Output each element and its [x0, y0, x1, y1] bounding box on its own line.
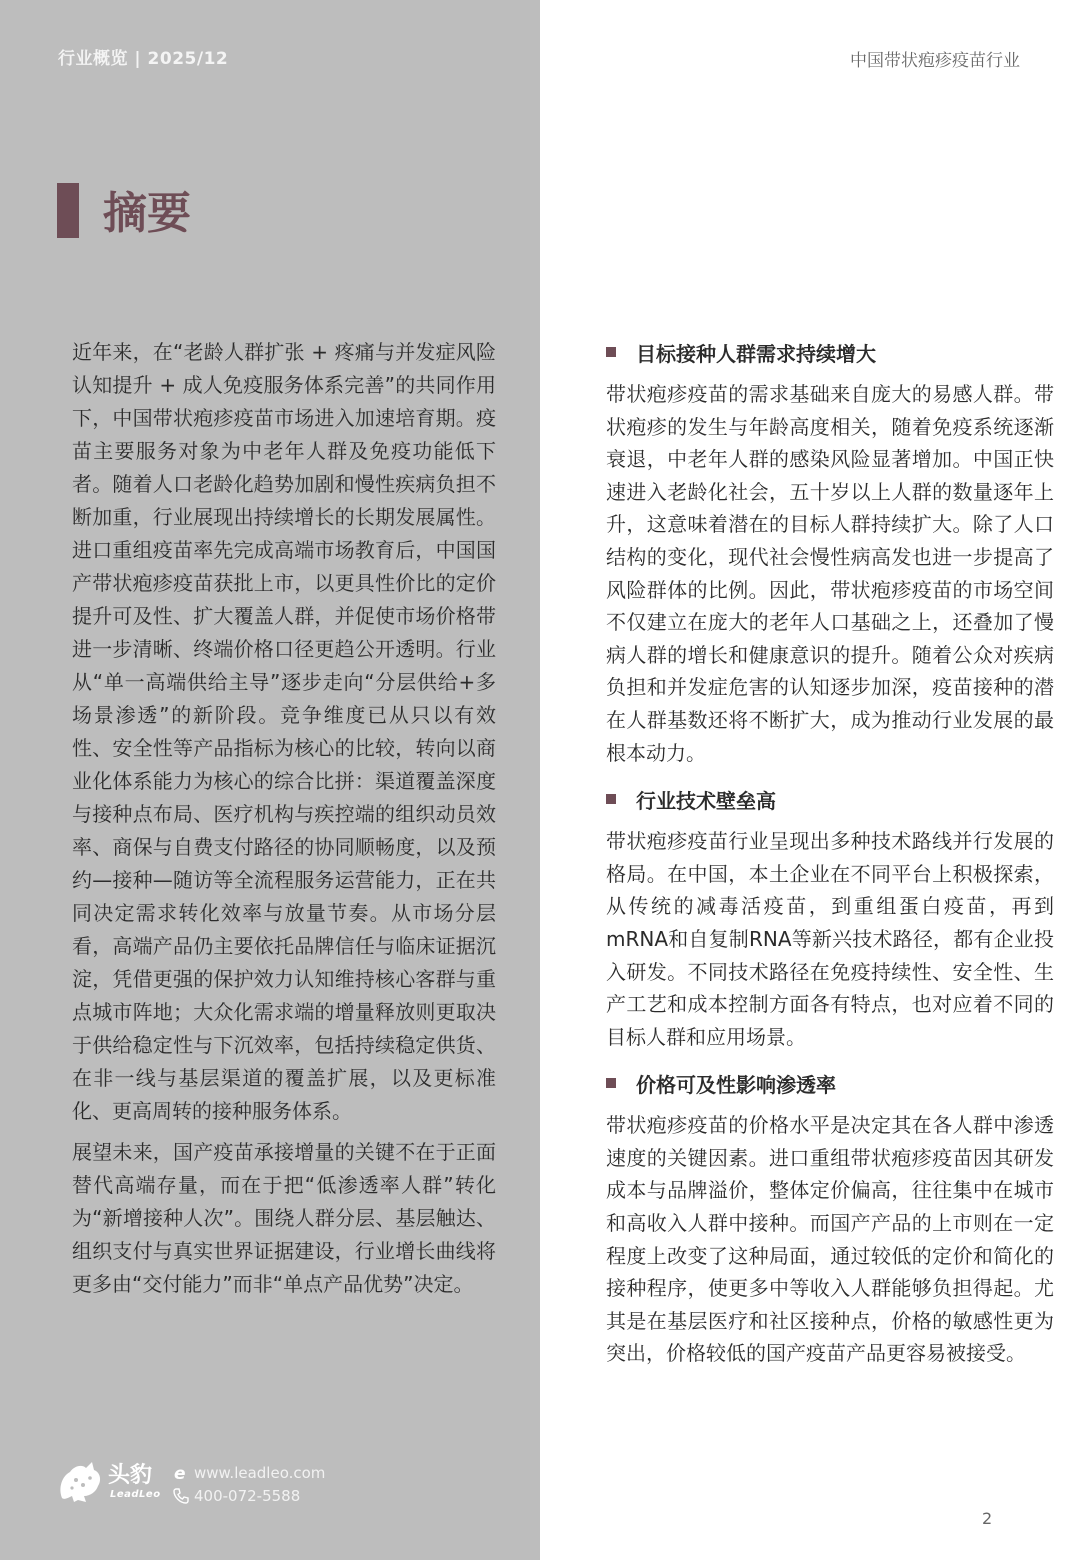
section-demand [606, 336, 1054, 769]
svg-text:e: e [174, 1464, 186, 1482]
leopard-logo-icon [56, 1458, 104, 1504]
phone-number: 400-072-5588 [194, 1487, 301, 1505]
contact-info [172, 1462, 325, 1508]
square-bullet-icon [606, 794, 616, 804]
section-heading-text: 目标接种人群需求持续增大 [636, 341, 876, 366]
title-accent-bar [57, 183, 79, 238]
report-type-date: 行业概览 | 2025/12 [58, 49, 229, 69]
section-technology [606, 783, 1054, 1053]
page-title: 摘要 [103, 188, 191, 239]
web-icon [172, 1464, 190, 1482]
intro-paragraph: 展望未来，国产疫苗承接增量的关键不在于正面替代高端存量，而在于把“低渗透率人群”转化为“新增接种人次”。围绕人群分层、基层触达、组织支付与真实世界证据建设，行业增长曲线将更多由“交付能力”而非“单点产品优势”决定。 [72, 1140, 496, 1296]
page-number: 2 [982, 1509, 993, 1528]
website-row [172, 1462, 325, 1484]
section-body: 带状疱疹疫苗的需求基础来自庞大的易感人群。带状疱疹的发生与年龄高度相关，随着免疫系统逐渐衰退，中老年人群的感染风险显著增加。中国正快速进入老龄化社会，五十岁以上人群的数量逐年上升，这意味着潜在的目标人群持续扩大。除了人口结构的变化，现代社会慢性病高发也进一步提高了风险群体的比例。因此，带状疱疹疫苗的市场空间不仅建立在庞大的老年人口基础之上，还叠加了慢病人群的增长和健康意识的提升。随着公众对疾病负担和并发症危害的认知逐步加深，疫苗接种的潜在人群基数还将不断扩大，成为推动行业发展的最根本动力。 [606, 382, 1054, 765]
section-heading-text: 行业技术壁垒高 [636, 788, 776, 813]
company-logo [56, 1456, 326, 1512]
section-body: 带状疱疹疫苗行业呈现出多种技术路线并行发展的格局。在中国，本土企业在不同平台上积极探索，从传统的减毒活疫苗，到重组蛋白疫苗，再到mRNA和自复制RNA等新兴技术路径，都有企业投入研发。不同技术路径在免疫持续性、安全性、生产工艺和成本控制方面各有特点，也对应着不同的目标人群和应用场景。 [606, 829, 1054, 1049]
section-heading-text: 价格可及性影响渗透率 [636, 1072, 836, 1097]
section-heading [606, 1067, 1054, 1099]
phone-icon [172, 1487, 190, 1505]
summary-intro [72, 336, 496, 1309]
section-heading [606, 336, 1054, 368]
section-body: 带状疱疹疫苗的价格水平是决定其在各人群中渗透速度的关键因素。进口重组带状疱疹疫苗因其研发成本与品牌溢价，整体定价偏高，往往集中在城市和高收入人群中接种。而国产产品的上市则在一定程度上改变了这种局面，通过较低的定价和简化的接种程序，使更多中等收入人群能够负担得起。尤其是在基层医疗和社区接种点，价格的敏感性更为突出，价格较低的国产疫苗产品更容易被接受。 [606, 1113, 1054, 1366]
logo-english-name: LeadLeo [110, 1489, 161, 1500]
square-bullet-icon [606, 1078, 616, 1088]
report-industry-title: 中国带状疱疹疫苗行业 [850, 51, 1020, 71]
section-heading [606, 783, 1054, 815]
intro-paragraph: 近年来，在“老龄人群扩张 + 疼痛与并发症风险认知提升 + 成人免疫服务体系完善”的共同作用下，中国带状疱疹疫苗市场进入加速培育期。疫苗主要服务对象为中老年人群及免疫功能低下者。随着人口老龄化趋势加剧和慢性疾病负担不断加重，行业展现出持续增长的长期发展属性。进口重组疫苗率先完成高端市场教育后，中国国产带状疱疹疫苗获批上市，以更具性价比的定价提升可及性、扩大覆盖人群，并促使市场价格带进一步清晰、终端价格口径更趋公开透明。行业从“单一高端供给主导”逐步走向“分层供给+多场景渗透”的新阶段。竞争维度已从只以有效性、安全性等产品指标为核心的比较，转向以商业化体系能力为核心的综合比拼：渠道覆盖深度与接种点布局、医疗机构与疾控端的组织动员效率、商保与自费支付路径的协同顺畅度，以及预约—接种—随访等全流程服务运营能力，正在共同决定需求转化效率与放量节奏。从市场分层看，高端产品仍主要依托品牌信任与临床证据沉淀，凭借更强的保护效力认知维持核心客群与重点城市阵地；大众化需求端的增量释放则更取决于供给稳定性与下沉效率，包括持续稳定供货、在非一线与基层渠道的覆盖扩展，以及更标准化、更高周转的接种服务体系。 [72, 340, 496, 1123]
phone-row [172, 1485, 325, 1507]
key-points [606, 336, 1054, 1384]
section-pricing [606, 1067, 1054, 1370]
website-link[interactable]: www.leadleo.com [194, 1464, 326, 1482]
logo-chinese-name: 头豹 [108, 1463, 153, 1488]
square-bullet-icon [606, 347, 616, 357]
